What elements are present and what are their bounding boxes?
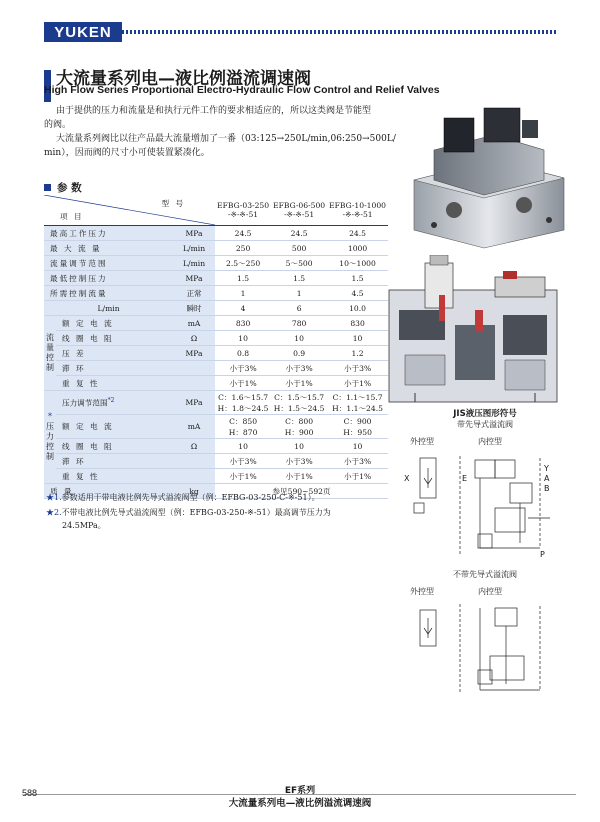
symbol-diagram-with-pilot <box>400 448 560 560</box>
spec-table <box>44 195 388 499</box>
port-b-1: B <box>544 484 550 493</box>
valve-photo <box>404 100 574 250</box>
header-stripe <box>122 30 556 34</box>
model-header-1: EFBG-03-250 -※-※-51 <box>215 195 271 226</box>
section-square-icon <box>44 184 51 191</box>
page-title-en: High Flow Series Proportional Electro-Hydraulic Flow Control and Relief Valves <box>44 84 440 96</box>
jis-title: JIS液压图形符号 <box>453 409 517 419</box>
section-title: 参 数 <box>57 182 82 194</box>
yuken-logo: YUKEN <box>44 22 122 42</box>
table-row: 流量控制 额 定 电 流 mA 830 780 830 <box>44 316 388 331</box>
symbol-diagram-without-pilot <box>400 598 560 698</box>
intro-line-2: 的阀。 <box>44 120 72 130</box>
model-header-2: EFBG-06-500 -※-※-51 <box>271 195 327 226</box>
page-number: 588 <box>22 788 38 798</box>
footer-title: 大流量系列电—液比例溢流调速阀 <box>228 798 372 809</box>
note-2: ★2.不带电液比例先导式溢流阀型（例：EFBG-03-250-※-51）最高调节压力为 <box>46 508 331 517</box>
without-pilot-title: 不带先导式溢流阀 <box>453 570 517 579</box>
page-title-cn: 大流量系列电—液比例溢流调速阀 <box>56 69 311 89</box>
valve-cross-section <box>385 255 563 405</box>
intro-line-4: min），因而阀的尺寸小可使装置紧凑化。 <box>44 148 210 158</box>
col-type-label: 型 号 <box>161 199 186 208</box>
external-label-1: 外控型 <box>410 437 434 446</box>
intro-line-1: 由于提供的压力和流量是和执行元件工作的要求相适应的，所以这类阀是节能型 <box>56 106 372 116</box>
port-e-1: E <box>462 474 468 483</box>
table-row-adj-range: * 压力控制 压力调节范围$^{*2}$ MPa C：1.6～15.7 H：1.8～24.5 C：1.5～15.7 H：1.5～24.5 C：1.1～15.7 H：1.1～24.5 <box>44 391 388 415</box>
table-row-mass: 质 量 kg 参见590~592页 <box>44 484 388 499</box>
port-p-1: P <box>540 550 545 559</box>
flow-group-label: 流量控制 <box>44 316 56 391</box>
table-row: 压 差 MPa 0.8 0.9 1.2 <box>44 346 388 361</box>
external-label-2: 外控型 <box>410 587 434 596</box>
pressure-group-label: * 压力控制 <box>44 391 56 484</box>
note-1: ★1.参数适用于带电液比例先导式溢流阀型（例：EFBG-03-250-C-※-51）。 <box>46 493 320 502</box>
port-a-1: A <box>544 474 550 483</box>
table-row-pilot-normal: 所需控制流量 正常 1 1 4.5 <box>44 286 388 301</box>
model-header-3: EFBG-10-1000 -※-※-51 <box>327 195 388 226</box>
footer-series: EF系列 <box>284 786 316 796</box>
table-row: 线 圈 电 阻 Ω 10 10 10 <box>44 331 388 346</box>
table-row: 滞 环 小于3% 小于3% 小于3% <box>44 361 388 376</box>
table-row: 最 大 流 量 L/min 250 500 1000 <box>44 241 388 256</box>
table-row-rated-current: 额 定 电 流 mA C：850 H：870 C：800 H：900 C：900 H：950 <box>44 415 388 439</box>
table-row: 最高工作压力 MPa 24.5 24.5 24.5 <box>44 226 388 241</box>
section-heading <box>44 180 82 195</box>
note-2-cont: 24.5MPa。 <box>62 521 106 530</box>
intro-line-3: 大流量系列阀比以往产品最大流量增加了一番（03:125→250L/min,06:250→500L/ <box>56 134 396 144</box>
table-row: 线 圈 电 阻 Ω 10 10 10 <box>44 439 388 454</box>
table-row-pilot-instant: L/min 瞬时 4 6 10.0 <box>44 301 388 316</box>
table-row: 最低控制压力 MPa 1.5 1.5 1.5 <box>44 271 388 286</box>
table-row: 重 复 性 小于1% 小于1% 小于1% <box>44 376 388 391</box>
table-row: 滞 环 小于3% 小于3% 小于3% <box>44 454 388 469</box>
table-row: 流量调节范围 L/min 2.5～250 5～500 10～1000 <box>44 256 388 271</box>
port-y-1: Y <box>544 464 549 473</box>
table-corner-cell <box>44 195 215 226</box>
table-header-row <box>44 195 388 226</box>
internal-label-2: 内控型 <box>478 587 502 596</box>
port-x-1: X <box>404 474 410 483</box>
table-row: 重 复 性 小于1% 小于1% 小于1% <box>44 469 388 484</box>
internal-label-1: 内控型 <box>478 437 502 446</box>
col-item-label: 项 目 <box>60 212 84 221</box>
with-pilot-title: 带先导式溢流阀 <box>457 420 513 429</box>
